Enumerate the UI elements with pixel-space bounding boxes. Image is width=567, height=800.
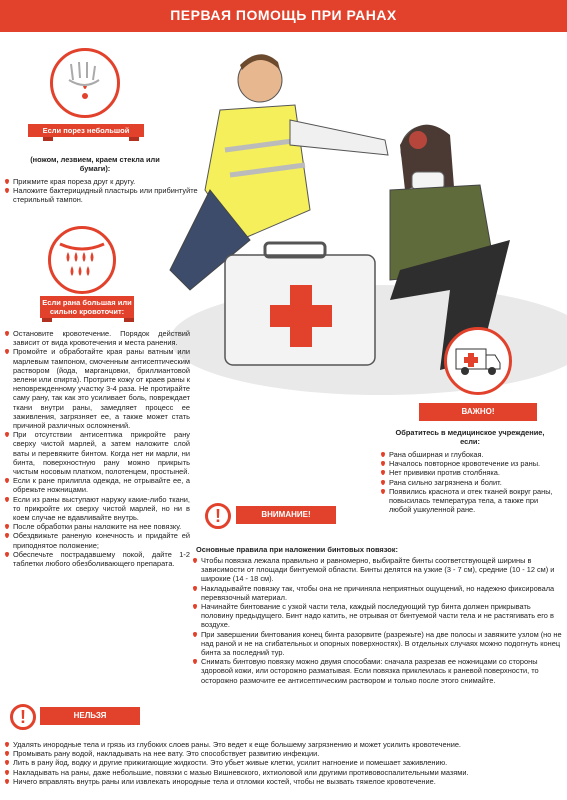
list-item: Накладывайте повязку так, чтобы она не причиняла неприятных ощущений, но надежно фиксировала перевязочный материал. xyxy=(192,584,562,602)
finger-cut-icon xyxy=(63,60,107,104)
cut-subtitle: (ножом, лезвием, краем стекла или бумаги): xyxy=(30,155,160,174)
attention-ribbon: ВНИМАНИЕ! xyxy=(236,506,336,524)
rescuer-arm xyxy=(290,120,388,155)
list-item: Наложите бактерицидный пластырь или прибинтуйте стерильный тампон. xyxy=(4,186,200,204)
list-item: При отсутствии антисептика прикройте рану сверху чистой марлей, а затем наложите слой ваты и перевяжите бинтом. Когда нет ни марли, ни бинта, поверхностную рану можно прикрыть чистым носовым платком, полотенцем, простыней. xyxy=(4,430,190,476)
ambulance-icon xyxy=(455,345,501,377)
important-ribbon: ВАЖНО! xyxy=(419,403,537,421)
important-heading: Обратитесь в медицинское учреждение, если: xyxy=(395,428,545,447)
list-item: Появились краснота и отек тканей вокруг раны, повысилась температура тела, а также при любой ушкуленной ране. xyxy=(380,487,562,515)
bleeding-ribbon: Если рана большая или сильно кровоточит: xyxy=(40,296,134,318)
list-item: Обездвижьте раненую конечность и придайте ей приподнятое положение; xyxy=(4,531,190,549)
list-item: Начинайте бинтование с узкой части тела, каждый последующий тур бинта должен прикрывать половину предыдущего. Бинт надо катить, не отрывая от бинтуемой части тела и не растягивать его в воздухе. xyxy=(192,602,562,630)
list-item: Удалять инородные тела и грязь из глубоких слоев раны. Это ведет к еще большему загрязнению и может усилить кровотечение. xyxy=(4,740,562,749)
attention-list xyxy=(192,556,562,685)
list-item: Лить в рану йод, водку и другие прижигающие жидкости. Это убьет живые клетки, усилит нагноение и помешает заживлению. xyxy=(4,758,562,767)
list-item: Нет прививки против столбняка. xyxy=(380,468,562,477)
list-item: Снимать бинтовую повязку можно двумя способами: сначала разрезав ее ножницами со стороны здоровой кожи, или осторожно разматывая. Если повязка приклеилась к раневой поверхности, то осторожно размочите ее антисептическим раствором и только после этого снимайте. xyxy=(192,657,562,685)
cut-list xyxy=(4,177,200,205)
cut-ribbon: Если порез небольшой xyxy=(28,124,144,137)
attention-exclamation-icon: ! xyxy=(205,503,231,529)
important-list xyxy=(380,450,562,514)
list-item: Рана обширная и глубокая. xyxy=(380,450,562,459)
list-item: После обработки раны наложите на нее повязку. xyxy=(4,522,190,531)
forbidden-ribbon: НЕЛЬЗЯ xyxy=(40,707,140,725)
blood-drops-icon xyxy=(58,238,106,282)
list-item: Накладывать на раны, даже небольшие, повязки с мазью Вишневского, ихтиоловой или другими противовоспалительными мазями. xyxy=(4,768,562,777)
list-item: При завершении бинтования конец бинта разорвите (разрежьте) на две полосы и завяжите узлом (но не над раной и не на сгибательных и опорных поверхностях). В отдельных случаях можно подогнуть конец бинта за последний тур. xyxy=(192,630,562,658)
list-item: Прижмите края пореза друг к другу. xyxy=(4,177,200,186)
list-item: Остановите кровотечение. Порядок действий зависит от вида кровотечения и места ранения. xyxy=(4,329,190,347)
attention-heading: Основные правила при наложении бинтовых повязок: xyxy=(196,545,398,554)
list-item: Промывать рану водой, накладывать на нее вату. Это способствует развитию инфекции. xyxy=(4,749,562,758)
list-item: Если к ране прилипла одежда, не отрывайте ее, а обрежьте ножницами. xyxy=(4,476,190,494)
list-item: Началось повторное кровотечение из раны. xyxy=(380,459,562,468)
forbidden-exclamation-icon: ! xyxy=(10,704,36,730)
list-item: Обеспечьте пострадавшему покой, дайте 1-2 таблетки любого обезболивающего препарата. xyxy=(4,550,190,568)
page-title: ПЕРВАЯ ПОМОЩЬ ПРИ РАНАХ xyxy=(170,7,397,23)
bleeding-list xyxy=(4,329,190,568)
list-item: Рана сильно загрязнена и болит. xyxy=(380,478,562,487)
first-aid-kit xyxy=(225,243,375,365)
list-item: Чтобы повязка лежала правильно и равномерно, выбирайте бинты соответствующей ширины в зависимости от площади бинтуемой области. Бинты делятся на узкие (3 - 7 см), средние (10 - 12 см) и широкие (14 - 18 см). xyxy=(192,556,562,584)
list-item: Промойте и обработайте края раны ватным или марлевым тампоном, смоченным антисептическим раствором (йода, марганцовки, бриллиантовой зелени или спирта). Протрите кожу от краев раны к неповрежденному участку 3-4 раза. Не протирайте саму рану, так как это усиливает боль, повреждает ткани внутри раны, замедляет процесс ее заживления, загрязняет ее, а также может стать причиной различных осложнений. xyxy=(4,347,190,430)
forbidden-list xyxy=(4,740,562,786)
list-item: Ничего вправлять внутрь раны или извлекать инородные тела и отломки костей, чтобы не вызвать тяжелое кровотечение. xyxy=(4,777,562,786)
list-item: Если из раны выступают наружу какие-либо ткани, то прикройте их сверху чистой марлей, но ни в коем случае не вдавливайте внутрь. xyxy=(4,495,190,523)
